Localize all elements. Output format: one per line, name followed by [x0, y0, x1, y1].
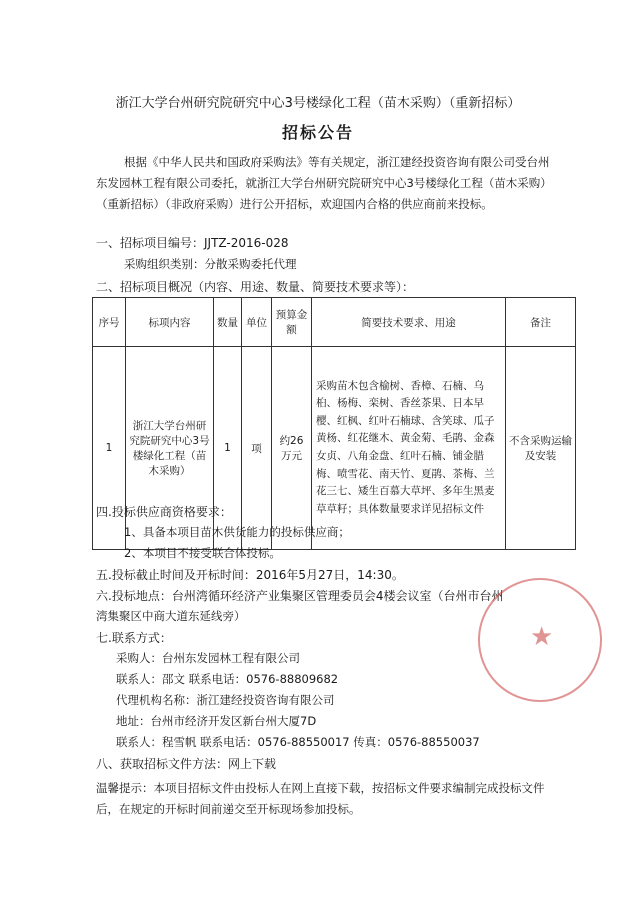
cell-qty: 1 [214, 347, 242, 550]
warm-hint: 温馨提示：本项目招标文件由投标人在网上直接下载，按招标文件要求编制完成投标文件后，在规定的开标时间前递交至开标现场参加投标。 [96, 781, 545, 816]
buyer-contact: 联系人：邵文 联系电话：0576-88809682 [116, 672, 339, 686]
cell-spec: 采购苗木包含榆树、香樟、石楠、乌桕、杨梅、栾树、香丝茶果、日本早樱、红枫、红叶石楠球、含笑球、瓜子黄杨、红花继木、黄金菊、毛鹃、金森女贞、八角金盘、红叶石楠、铺金腊梅、喷雪花、南天竹、夏鹃、茶梅、兰花三七、矮生百慕大草坪、多年生黑麦草草籽；具体数量要求详见招标文件 [312, 347, 506, 550]
agent: 代理机构名称：浙江建经投资咨询有限公司 [116, 693, 335, 707]
header-budget: 预算金额 [272, 298, 312, 347]
agent-address: 地址：台州市经济开发区新台州大厦7D [116, 714, 317, 728]
agent-contact: 联系人：程雪帆 联系电话：0576-88550017 传真：0576-88550037 [116, 735, 480, 749]
section-7-title: 七.联系方式： [96, 631, 172, 645]
buyer: 采购人：台州东发园林工程有限公司 [116, 651, 300, 665]
header-spec: 简要技术要求、用途 [312, 298, 506, 347]
section-4-title: 四.投标供应商资格要求： [96, 505, 232, 519]
bid-location-line2: 湾集聚区中商大道东延线旁） [96, 609, 246, 623]
project-title: 浙江大学台州研究院研究中心3号楼绿化工程（苗木采购）（重新招标） [115, 96, 521, 111]
cell-name: 浙江大学台州研究院研究中心3号楼绿化工程（苗木采购） [126, 347, 214, 550]
qualification-2: 2、本项目不接受联合体投标。 [124, 546, 281, 560]
table-header-row [93, 298, 576, 347]
section-1-title: 一、招标项目编号：JJTZ-2016-028 [96, 236, 289, 250]
bid-location-line1: 六.投标地点：台州湾循环经济产业集聚区管理委员会4楼会议室（台州市台州 [96, 589, 504, 603]
section-8: 八、获取招标文件方法：网上下载 [96, 757, 277, 771]
cell-unit: 项 [242, 347, 272, 550]
cell-remark: 不含采购运输及安装 [506, 347, 576, 550]
header-remark: 备注 [506, 298, 576, 347]
qualification-1: 1、具备本项目苗木供货能力的投标供应商； [124, 525, 350, 539]
header-no: 序号 [93, 298, 126, 347]
intro-paragraph: 根据《中华人民共和国政府采购法》等有关规定，浙江建经投资咨询有限公司受台州东发园林工程有限公司委托，就浙江大学台州研究院研究中心3号楼绿化工程（苗木采购）（重新招标）（非政府采购）进行公开招标，欢迎国内合格的供应商前来投标。 [96, 155, 552, 211]
document-title: 招标公告 [281, 123, 354, 142]
deadline: 五.投标截止时间及开标时间：2016年5月27日，14:30。 [96, 568, 404, 582]
cell-budget: 约26万元 [272, 347, 312, 550]
cell-no: 1 [93, 347, 126, 550]
header-unit: 单位 [242, 298, 272, 347]
header-qty: 数量 [214, 298, 242, 347]
seal-star-icon: ★ [530, 622, 554, 652]
header-name: 标项内容 [126, 298, 214, 347]
procurement-org-form: 采购组织类别：分散采购委托代理 [124, 257, 297, 271]
section-2-title: 二、招标项目概况（内容、用途、数量、简要技术要求等）： [96, 280, 415, 294]
